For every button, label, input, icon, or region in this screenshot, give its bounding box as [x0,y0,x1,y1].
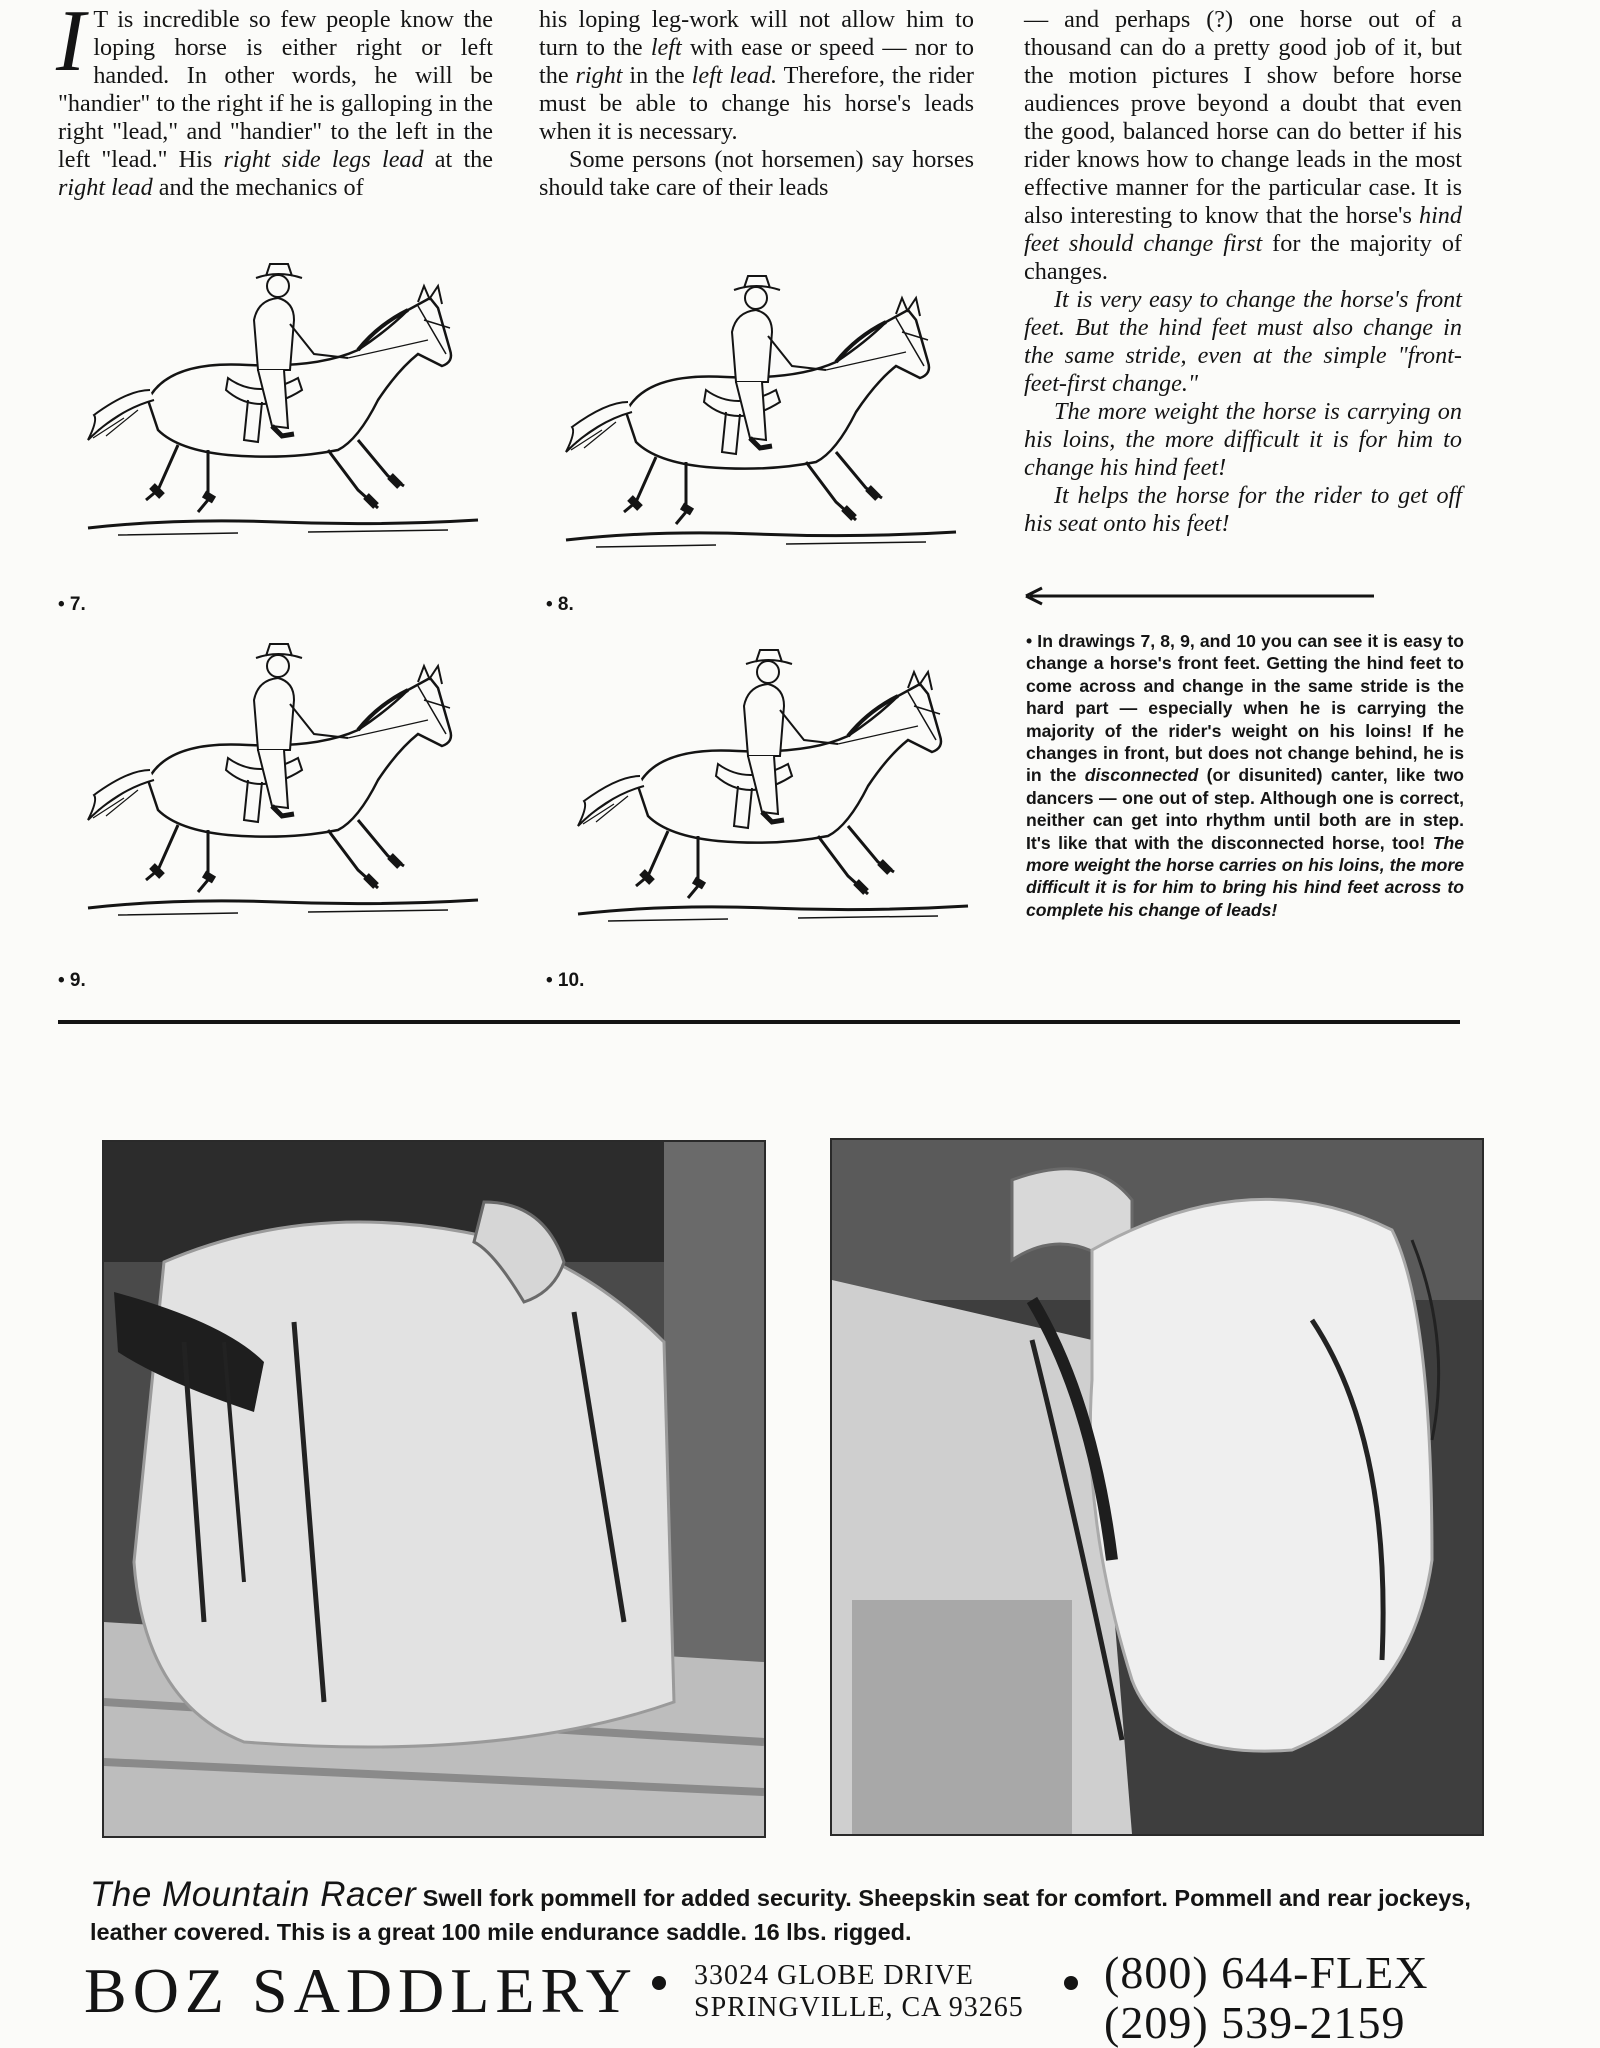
col3-paragraph-3: The more weight the horse is carrying on his loins, the more difficult it is for him to change his hind feet! [1024,398,1462,481]
article-column-3 [1024,6,1462,538]
phone-block [1104,1948,1428,2048]
figure-7-horse-drawing [58,250,498,550]
figure-9-horse-drawing [58,630,498,930]
figure-9-label: • 9. [58,970,86,991]
figure-10-horse-drawing [548,636,988,936]
caption-text-d: The more weight the horse carries on his loins, the more difficult it is for him to bring his hind feet across to complete his change of leads! [1026,832,1464,920]
article-column-2 [539,6,974,202]
ad-description-block [90,1875,1520,1949]
article-column-1 [56,0,493,202]
col3-text-b: hind feet should change first [1024,202,1462,257]
figure-7-label: • 7. [58,594,86,615]
bullet-icon [1064,1976,1078,1990]
caption-text-a: • In drawings 7, 8, 9, and 10 you can see it is easy to change a horse's front feet. Getting the hind feet to come across and change in the same stride is the hard part — especially when he is carrying the majority of the rider's weight on his loins! If he changes in front, but does not change behind, he is in the [1026,631,1464,786]
col2-text-e: in the [622,62,692,89]
col1-text-e: and the mechanics of [152,174,364,201]
col3-text-a: — and perhaps (?) one horse out of a thousand can do a pretty good job of it, but the motion pictures I show before horse audiences prove beyond a doubt that even the good, balanced horse can do better if his rider knows how to change leads in the most effective manner for the particular case. It is also interesting to know that the horse's [1024,6,1462,229]
col3-text-c: for the majority of changes. [1024,230,1462,285]
col2-text-b: left [650,34,682,61]
address-block [694,1960,1024,2024]
caption-text-c: (or disunited) canter, like two dancers — one out of step. Although one is correct, neither can get into rhythm until both are in step. It's like that with the disconnected horse, too! [1026,765,1464,853]
col1-text-b: right side legs lead [223,146,424,173]
col2-text-d: right [575,62,623,89]
col2-text-c: with ease or speed — nor to the [539,34,974,89]
col2-text-f: left lead. [691,62,778,89]
ad-title: The Mountain Racer [90,1875,417,1914]
col2-paragraph-2: Some persons (not horsemen) say horses should take care of their leads [539,146,974,201]
left-arrow-icon [1024,586,1376,606]
saddle-photo-right [830,1138,1484,1836]
ad-description: Swell fork pommell for added security. Sheepskin seat for comfort. Pommell and rear jockeys, leather covered. This is a great 100 mile endurance saddle. 16 lbs. rigged. [90,1885,1471,1945]
col3-paragraph-2: It is very easy to change the horse's front feet. But the hind feet must also change in the same stride, even at the simple "front-feet-first change." [1024,286,1462,397]
drop-cap: I [56,0,86,90]
saddle-photo-left [102,1140,766,1838]
figure-10-label: • 10. [546,970,585,991]
col1-text-c: at the [423,146,493,173]
col3-paragraph-4: It helps the horse for the rider to get off his seat onto his feet! [1024,482,1462,537]
address-line-2: SPRINGVILLE, CA 93265 [694,1992,1024,2023]
figure-8-label: • 8. [546,594,574,615]
col2-text-g: Therefore, the rider must be able to change his horse's leads when it is necessary. [539,62,974,145]
col2-text-a: his loping leg-work will not allow him to turn to the [539,6,974,61]
section-divider [58,1020,1460,1024]
caption-text-b: disconnected [1084,765,1199,786]
bullet-icon [652,1976,666,1990]
drawings-caption [1026,630,1464,921]
phone-1: (800) 644-FLEX [1104,1947,1429,1998]
figure-8-horse-drawing [536,262,976,562]
address-line-1: 33024 GLOBE DRIVE [694,1960,974,1991]
col1-text-a: T is incredible so few people know the loping horse is either right or left handed. In other words, he will be "handier" to the right if he is galloping in the right "lead," and "handier" to the left in the left "lead." His [58,6,493,173]
brand-name: BOZ SADDLERY [84,1955,638,2026]
col1-text-d: right lead [58,174,153,201]
phone-2: (209) 539-2159 [1104,1997,1406,2048]
